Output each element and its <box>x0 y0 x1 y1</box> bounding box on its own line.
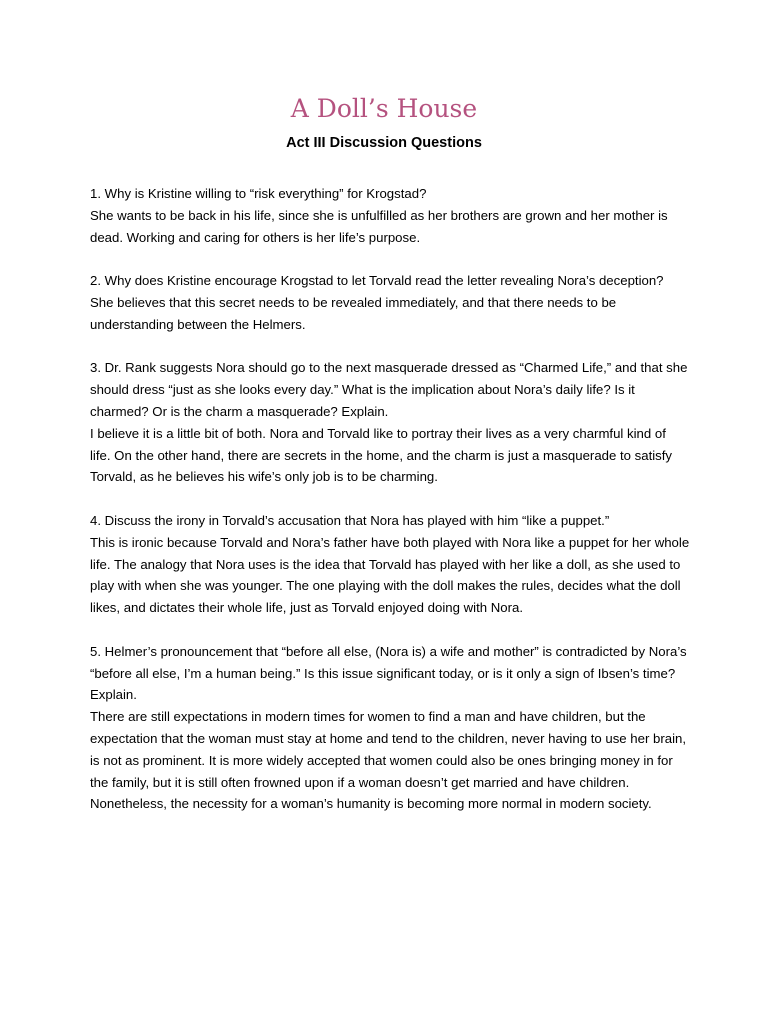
question-text: 5. Helmer’s pronouncement that “before all else, (Nora is) a wife and mother” is contradicted by Nora’s “before all else, I’m a human being.” Is this issue significant today, or is it only a sign of Ibsen’s time? Explain. <box>90 643 687 703</box>
question-text: 1. Why is Kristine willing to “risk everything” for Krogstad? <box>90 186 427 201</box>
page-subtitle: Act III Discussion Questions <box>286 135 482 151</box>
question-item-2 <box>90 270 690 335</box>
answer-text: There are still expectations in modern times for women to find a man and have children, but the expectation that the woman must stay at home and tend to the children, never having to use her brain, is not as prominent. It is more widely accepted that women could also be ones bringing money in for the family, but it is still often frowned upon if a woman doesn’t get married and have children. Nonetheless, the necessity for a woman’s humanity is becoming more normal in modern society. <box>90 709 686 812</box>
question-item-5 <box>90 641 690 815</box>
question-list <box>90 183 690 837</box>
question-item-1 <box>90 183 690 248</box>
page-title: A Doll’s House <box>290 94 478 123</box>
question-item-3 <box>90 357 690 488</box>
question-text: 2. Why does Kristine encourage Krogstad to let Torvald read the letter revealing Nora’s deception? <box>90 273 664 289</box>
answer-text: I believe it is a little bit of both. Nora and Torvald like to portray their lives as a very charmful kind of life. On the other hand, there are secrets in the home, and the charm is just a masquerade to satisfy Torvald, as he believes his wife’s only job is to be charming. <box>90 425 673 485</box>
answer-text: She wants to be back in his life, since she is unfulfilled as her brothers are grown and her mother is dead. Working and caring for others is her life’s purpose. <box>90 207 668 245</box>
answer-text: She believes that this secret needs to be revealed immediately, and that there needs to be understanding between the Helmers. <box>90 294 617 332</box>
question-item-4 <box>90 510 690 619</box>
answer-text: This is ironic because Torvald and Nora’s father have both played with Nora like a puppet for her whole life. The analogy that Nora uses is the idea that Torvald has played with her like a doll, as she used to play with when she was younger. The one playing with the doll makes the rules, decides what the doll likes, and dictates their whole life, just as Torvald enjoyed doing with Nora. <box>90 534 690 616</box>
question-text: 4. Discuss the irony in Torvald’s accusation that Nora has played with him “like a puppet.” <box>90 512 610 528</box>
question-text: 3. Dr. Rank suggests Nora should go to the next masquerade dressed as “Charmed Life,” and that she should dress “just as she looks every day.” What is the implication about Nora’s daily life? Is it charmed? Or is the charm a masquerade? Explain. <box>90 360 688 419</box>
